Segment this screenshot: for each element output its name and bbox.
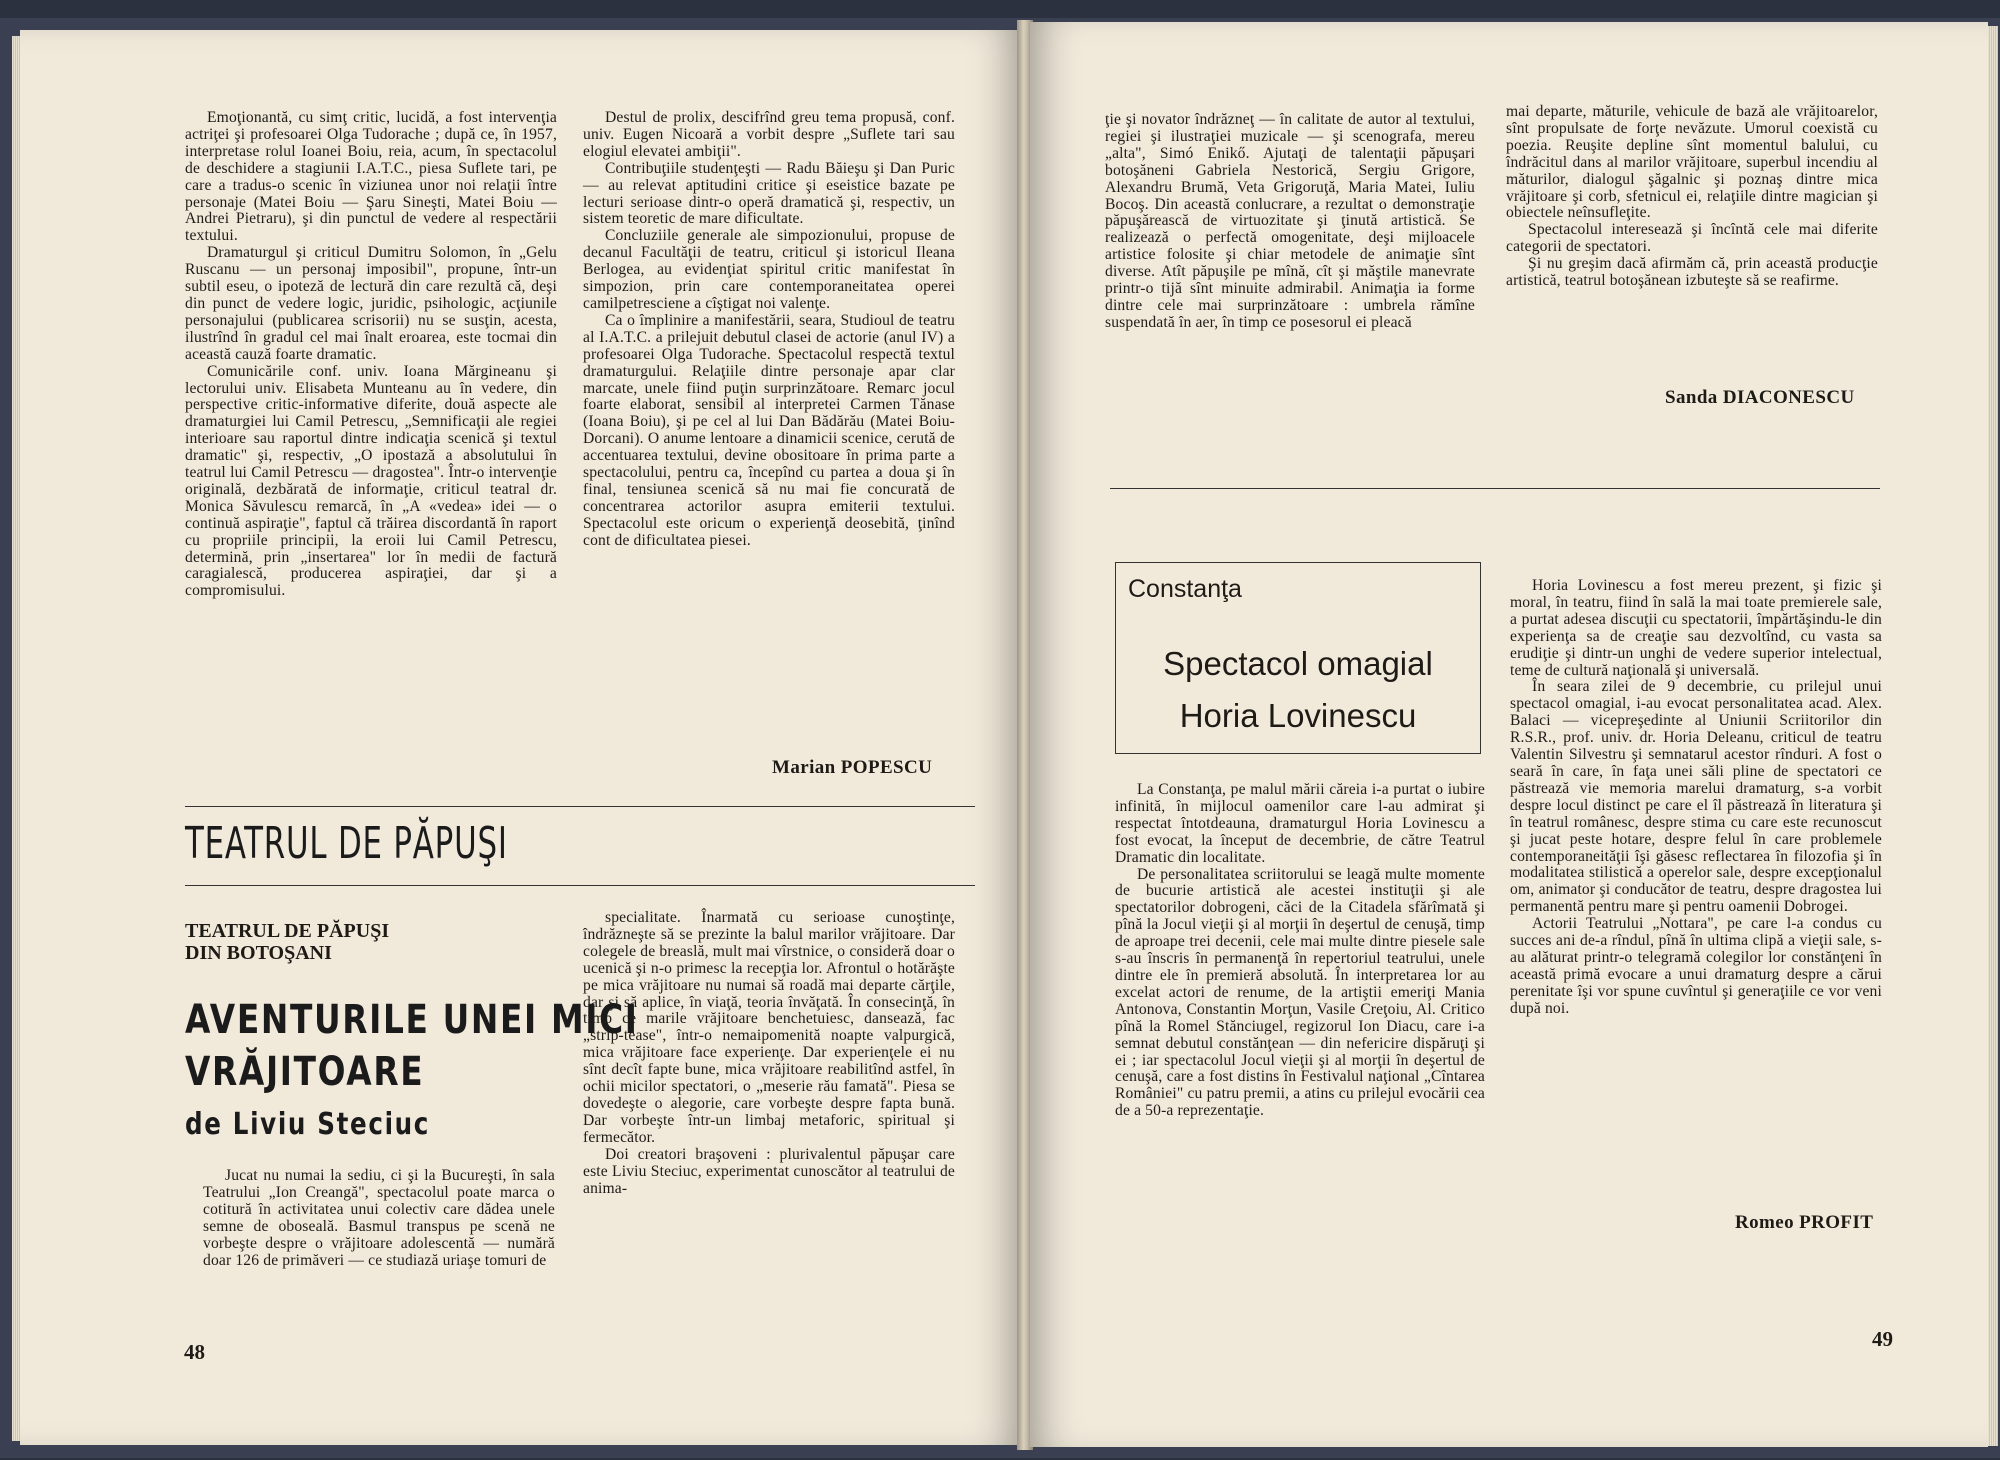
right-article1-col2 <box>1506 104 1878 290</box>
paragraph: Dramaturgul şi criticul Dumitru Solomon, în „Gelu Ruscanu — un personaj imposibil", propune, într-un subtil eseu, o ipoteză de lectură din care rezultă că, deşi din punct de vedere logic, juridic, psihologic, acţiunile personajului (publicarea scrisorii) nu se susţin, acesta, ilustrînd în gradul cel mai înalt eroarea, este tocmai din această cauză foarte dramatic. <box>185 244 557 363</box>
page-number: 49 <box>1872 1327 1893 1351</box>
left-article2-col1 <box>203 1168 555 1269</box>
divider-line <box>185 885 975 886</box>
left-page <box>20 30 1020 1445</box>
paragraph: În seara zilei de 9 decembrie, cu prilejul unui spectacol omagial, i-au evocat personalitatea acad. Alex. Balaci — vicepreşedinte al Uniunii Scriitorilor din R.S.R., prof. univ. dr. Horia Deleanu, criticul de teatru Valentin Silvestru şi semnatarul acestor rînduri. A fost o seară în care, în faţa unei săli pline de spectatori ce păstrează vie memoria marelui dramaturg, s-a vorbit despre locul distinct pe care el îl păstrează în literatura şi în teatrul românesc, despre stima cu care este recunoscut şi jucat peste hotare, despre felul în care problemele contemporaneităţii îşi găsesc reflectarea în filozofia şi în modalitatea stilistică a operelor sale, despre excepţionalul om, animator şi conducător de teatru, despre dragostea lui permanentă pentru mare şi pentru oamenii Dobrogei. <box>1510 678 1882 916</box>
paragraph: Contribuţiile studenţeşti — Radu Băieşu şi Dan Puric — au relevat aptitudini critice şi eseistice bazate pe lecturi serioase dintr-o operă dramatică şi, respectiv, un sistem teoretic de mare dificultate. <box>583 159 955 228</box>
author-signature: Romeo PROFIT <box>1735 1212 1874 1233</box>
paragraph: mai departe, măturile, vehicule de bază ale vrăjitoarelor, sînt propulsate de forţe nevăzute. Umorul coexistă cu poezia. Reuşite depline sînt momentul balului, cu îndrăcitul dans al marilor vrăjitoare, superbul incendiu al măturilor, dialogul şăgalnic şi poznaş dintre mica vrăjitoare şi corb, sfetnicul ei, relaţiile dintre magician şi obiectele neînsufleţite. <box>1506 103 1878 222</box>
right-article1-col1 <box>1105 112 1475 332</box>
paragraph: Doi creatori braşoveni : plurivalentul păpuşar care este Liviu Steciuc, experimentat cunoscător al teatrului de anima- <box>583 1145 955 1197</box>
article-title <box>185 994 639 1098</box>
right-page <box>1030 22 1988 1447</box>
box-title <box>1138 638 1458 742</box>
kicker-line: DIN BOTOŞANI <box>185 942 332 964</box>
paragraph: Actorii Teatrului „Nottara", pe care l-a condus cu succes ani de-a rîndul, pînă în ultima clipă a vieţii sale, s-au alăturat printr-o telegramă colegilor lor constănţeni în această primă evocare a unui dramaturg despre a cărui perenitate îşi vor spune cuvîntul şi generaţiile ce vor veni după noi. <box>1510 915 1882 1017</box>
right-article2-col2 <box>1510 578 1882 1018</box>
paragraph: Spectacolul interesează şi încîntă cele mai diferite categorii de spectatori. <box>1506 221 1878 256</box>
paragraph: specialitate. Înarmată cu serioase cunoştinţe, îndrăzneşte să se prezinte la balul marilor vrăjitoare. Dar colegele de breaslă, mult mai vîrstnice, o consideră doar o ucenică şi n-o primesc la recepţia lor. Afrontul o hotărăşte pe mica vrăjitoare nu numai să roadă mai departe cărţile, dar şi să aplice, în viaţă, teoria învăţată. În consecinţă, în timp ce marile vrăjitoare benchetuiesc, dansează, fac „strip-tease", într-o nemaipomenită noapte valpurgică, mica vrăjitoare face experienţe. Dar experienţele ei nu sînt decît fapte bune, mica vrăjitoare reabilitînd astfel, în ochii micilor spectatori, o „meserie rău famată". Piesa se dovedeşte o alegorie, care vorbeşte despre fapta bună. Dar vorbeşte într-un limbaj metaforic, spiritual şi fermecător. <box>583 909 955 1146</box>
box-title-line: Horia Lovinescu <box>1179 697 1417 734</box>
paragraph: Şi nu greşim dacă afirmăm că, prin această producţie artistică, teatrul botoşănean izbuteşte să se reafirme. <box>1506 255 1878 290</box>
article-byline: de Liviu Steciuc <box>185 1107 431 1142</box>
kicker-line: TEATRUL DE PĂPUŞI <box>185 920 390 942</box>
left-article1-col1 <box>185 110 557 600</box>
box-title-line: Spectacol omagial <box>1163 645 1433 682</box>
page-number: 48 <box>184 1340 205 1364</box>
section-title: TEATRUL DE PĂPUŞI <box>185 818 508 869</box>
divider-line <box>185 806 975 807</box>
paragraph: De personalitatea scriitorului se leagă multe momente de bucurie artistică ale acestei instituţii şi ale spectatorilor dobrogeni, căci de la Citadela sfărîmată şi pînă la Jocul vieţii şi al morţii în deşertul de cenuşă, timp de aproape trei decenii, cele mai multe dintre piesele sale s-au înscris în permanenţă în repertoriul teatrului, unele dintre ele în premieră absolută. În interpretarea lor au excelat actori de renume, de la artiştii emeriţi Mania Antonova, Constantin Morţun, Vasile Creţoiu, Al. Critico pînă la Romel Stănciugel, regizorul Ion Diacu, care i-a semnat debutul constănţean — din nefericire dispăruţi şi ei ; iar spectacolul Jocul vieţii şi al morţii în deşertul de cenuşă, care a fost distins în Festivalul naţional „Cîntarea României" cu patru premii, a atins cu prilejul evocării cea de a 50-a reprezentaţie. <box>1115 865 1485 1120</box>
author-signature: Marian POPESCU <box>772 757 933 778</box>
left-article2-col2 <box>583 910 955 1197</box>
paragraph: ţie şi novator îndrăzneţ — în calitate de autor al textului, regiei şi ilustraţiei muzicale — şi scenografa, mereu „alta", Simó Enikő. Ajutaţi de talentaţii păpuşari botoşăneni Gabriela Nestorică, Sergiu Grigore, Alexandru Brumă, Veta Grigoruţă, Maria Matei, Iuliu Bocoş. Din această conlucrare, a rezultat o demonstraţie păpuşărească de virtuozitate şi ţinută artistică. Se realizează o perfectă omogenitate, deşi mijloacele artistice folosite şi chiar metodele de animaţie sînt diverse. Atît păpuşile pe mînă, cît şi măştile manevrate printr-o tijă sînt minuite admirabil. Animaţia ia forme dintre cele mai surprinzătoare : umbrela rămîne suspendată în aer, în timp ce posesorul ei pleacă <box>1105 111 1475 331</box>
paragraph: Ca o împlinire a manifestării, seara, Studioul de teatru al I.A.T.C. a prilejuit debutul clasei de actorie (anul IV) a profesoarei Olga Tudorache. Spectacolul respectă textul dramaturgului. Relaţiile dintre personaje apar clar marcate, unele fiind puţin surprinzătoare. Remarc jocul foarte elaborat, sensibil al interpretei Carmen Tănase (Ioana Boiu), şi pe cel al lui Dan Bădărău (Matei Boiu-Dorcani). O anume lentoare a dinamicii scenice, cerută de accentuarea textului, devine obositoare în prima parte a spectacolului, pentru ca, începînd cu partea a doua şi în final, tensiunea scenică să nu mai fie concurată de concentrarea actorilor asupra emiterii textului. Spectacolul este oricum o experienţă deosebită, ţinînd cont de dificultatea piesei. <box>583 311 955 549</box>
article-kicker <box>185 920 389 964</box>
title-line: AVENTURILE UNEI MICI <box>185 997 639 1043</box>
paragraph: Destul de prolix, descifrînd greu tema propusă, conf. univ. Eugen Nicoară a vorbit despre „Suflete tari sau elogiul elevatei ambiţii". <box>583 109 955 160</box>
paragraph: La Constanţa, pe malul mării căreia i-a purtat o iubire infinită, în mijlocul oamenilor care l-au admirat şi respectat întotdeauna, dramaturgul Horia Lovinescu a fost evocat, la început de decembrie, de către Teatrul Dramatic din localitate. <box>1115 781 1485 866</box>
paragraph: Comunicările conf. univ. Ioana Mărgineanu şi lectorului univ. Elisabeta Munteanu au în vedere, din perspective critic-informative diferite, două aspecte ale dramaturgiei lui Camil Petrescu, „Semnificaţii ale regiei interioare sau raportul dintre indicaţia scenică şi textul dramatic" şi, respectiv, „O ipostază a absolutului în teatrul lui Camil Petrescu — dragostea". Într-o intervenţie originală, dezbărată de informaţie, criticul teatral dr. Monica Săvulescu remarcă, în „A «vedea» idei — o continuă aspiraţie", faptul că trăirea discordantă în raport cu propriile principii, la eroii lui Camil Petrescu, determină, prin „insertarea" lor în medii de factură caragialescă, producerea aspiraţiei, dar şi a compromisului. <box>185 362 557 600</box>
paragraph: Jucat nu numai la sediu, ci şi la Bucureşti, în sala Teatrului „Ion Creangă", spectacolul poate marca o cotitură în activitatea unui colectiv care dădea unele semne de oboseală. Basmul transpus pe scenă ne vorbeşte despre o vrăjitoare adolescentă — numără doar 126 de primăveri — ce studiază uriaşe tomuri de <box>203 1167 555 1269</box>
author-signature: Sanda DIACONESCU <box>1665 387 1855 408</box>
divider-line <box>1110 488 1880 489</box>
right-article2-col1 <box>1115 782 1485 1120</box>
paragraph: Emoţionantă, cu simţ critic, lucidă, a fost intervenţia actriţei şi profesoarei Olga Tudorache ; după ce, în 1957, interpretase rolul Ioanei Boiu, reia, acum, în spectacolul de deschidere a stagiunii I.A.T.C., piesa Suflete tari, pe care a tradus-o scenic în viziunea unor noi relaţii între personaje (Matei Boiu — Şaru Sineşti, Matei Boiu — Andrei Pietraru), şi din punctul de vedere al respectării textului. <box>185 109 557 245</box>
box-city: Constanţa <box>1128 575 1242 603</box>
left-article1-col2 <box>583 110 955 550</box>
paragraph: Concluziile generale ale simpozionului, propuse de decanul Facultăţii de teatru, criticul şi istoricul Ileana Berlogea, au evidenţiat spiritul critic manifestat în simpozion, prin care contemporaneitatea operei camilpetresciene a cîştigat noi valenţe. <box>583 227 955 312</box>
headline-box <box>1115 562 1481 754</box>
paragraph: Horia Lovinescu a fost mereu prezent, şi fizic şi moral, în teatru, fiind în sală la mai toate premierele sale, a purtat adesea discuţii cu spectatorii, împărtăşindu-le din experienţa sa de creaţie sau dezvoltînd, cu vasta sa erudiţie şi dintr-un unghi de vedere superior intelectual, teme de cultură naţională şi universală. <box>1510 577 1882 679</box>
title-line: VRĂJITOARE <box>185 1049 425 1095</box>
